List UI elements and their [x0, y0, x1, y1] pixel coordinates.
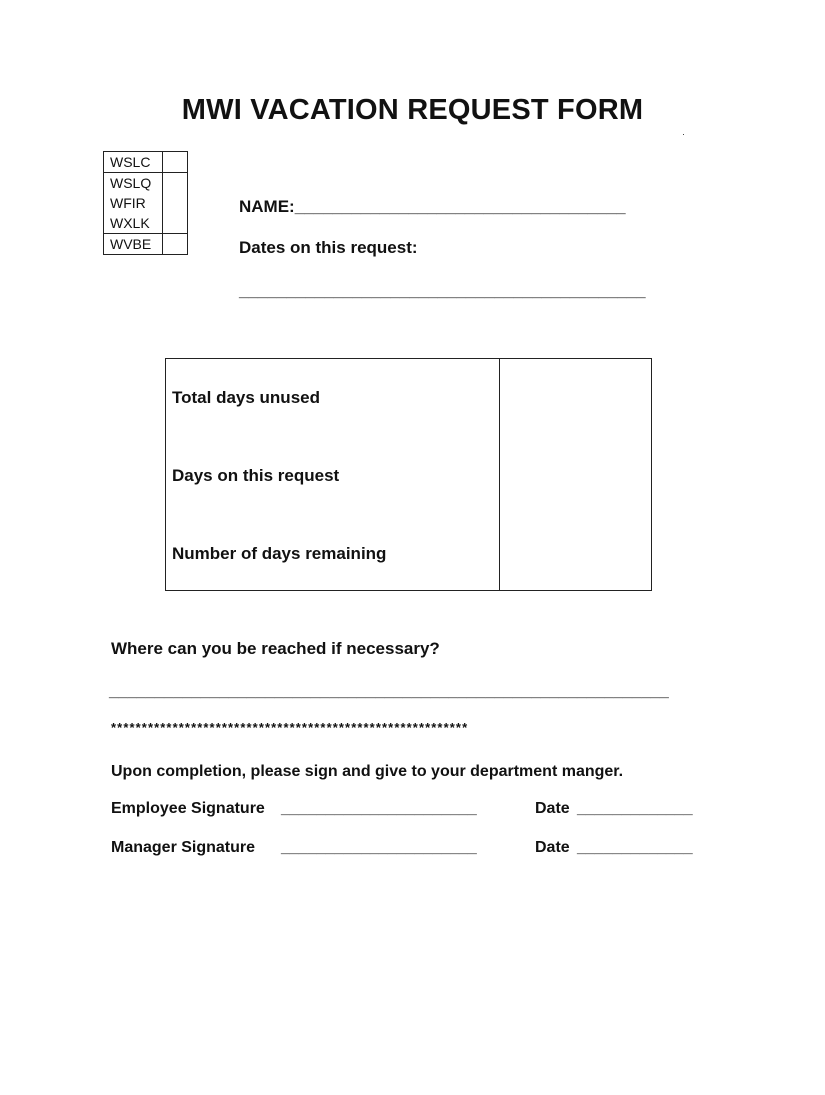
station-checkbox[interactable] — [163, 152, 188, 173]
dates-field[interactable]: ___________________________________________ — [239, 281, 646, 300]
stray-mark — [683, 134, 684, 135]
days-values-field[interactable] — [500, 359, 652, 590]
station-code: WVBE — [104, 234, 163, 255]
vacation-summary-table — [165, 358, 652, 591]
dates-label: Dates on this request: — [239, 238, 418, 257]
total-days-unused-label: Total days unused — [172, 388, 320, 407]
employee-signature-label: Employee Signature — [111, 800, 265, 817]
employee-signature-field[interactable]: ______________________ — [281, 800, 477, 817]
asterisk-divider: ********************************************************** — [111, 720, 469, 735]
employee-date-field[interactable]: _____________ — [577, 800, 693, 817]
reach-question: Where can you be reached if necessary? — [111, 639, 440, 658]
station-code: WSLC — [104, 152, 163, 173]
station-row — [104, 152, 188, 173]
manager-date-label: Date — [535, 839, 570, 856]
instruction-text: Upon completion, please sign and give to your department manger. — [111, 763, 624, 780]
form-title: MWI VACATION REQUEST FORM — [181, 94, 644, 126]
station-checkbox[interactable] — [163, 234, 188, 255]
days-on-request-label: Days on this request — [172, 466, 340, 485]
days-remaining-label: Number of days remaining — [172, 544, 387, 563]
station-code: WXLK — [104, 213, 163, 234]
station-row — [104, 173, 188, 194]
reach-field[interactable]: _____________________________________________________________ — [109, 682, 669, 700]
station-checkbox[interactable] — [163, 173, 188, 234]
station-code: WFIR — [104, 193, 163, 213]
employee-date-label: Date — [535, 800, 570, 817]
station-code-table — [103, 151, 188, 255]
manager-date-field[interactable]: _____________ — [577, 839, 693, 856]
name-field[interactable]: NAME:___________________________________ — [239, 197, 626, 216]
station-row — [104, 234, 188, 255]
station-code: WSLQ — [104, 173, 163, 194]
manager-signature-label: Manager Signature — [111, 839, 256, 856]
manager-signature-field[interactable]: ______________________ — [281, 839, 477, 856]
